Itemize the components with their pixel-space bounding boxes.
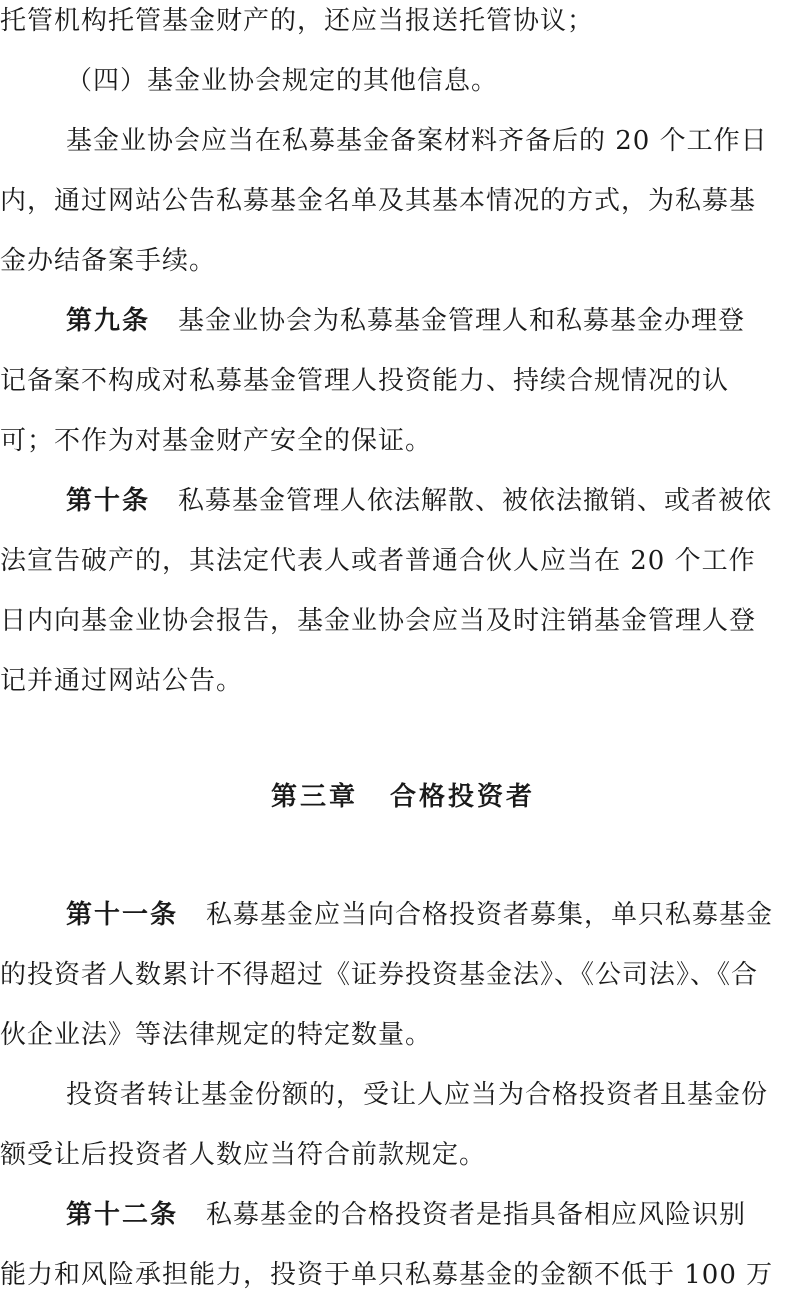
article-first-line <box>0 298 806 344</box>
text-line: 能力和风险承担能力，投资于单只私募基金的金额不低于 100 万 <box>0 1260 774 1290</box>
text-line: 投资者转让基金份额的，受让人应当为合格投资者且基金份 <box>66 1080 769 1110</box>
text-line: 法宣告破产的，其法定代表人或者普通合伙人应当在 20 个工作 <box>0 546 756 576</box>
article-first-line <box>0 892 806 938</box>
article-text: 私募基金应当向合格投资者募集，单只私募基金 <box>206 900 774 930</box>
text-line: 内，通过网站公告私募基金名单及其基本情况的方式，为私募基 <box>0 186 757 216</box>
chapter-heading <box>0 772 806 822</box>
article-text: 私募基金的合格投资者是指具备相应风险识别 <box>206 1200 747 1230</box>
article-label: 第十条 <box>66 486 151 516</box>
article-label: 第十一条 <box>66 900 179 930</box>
text-line: 托管机构托管基金财产的，还应当报送托管协议； <box>0 6 595 36</box>
article-first-line <box>0 478 806 524</box>
article-text: 基金业协会为私募基金管理人和私募基金办理登 <box>178 306 746 336</box>
text-line: 记并通过网站公告。 <box>0 666 244 696</box>
text-line: 额受让后投资者人数应当符合前款规定。 <box>0 1140 487 1170</box>
text-line: 伙企业法》等法律规定的特定数量。 <box>0 1020 433 1050</box>
text-line: 日内向基金业协会报告，基金业协会应当及时注销基金管理人登 <box>0 606 757 636</box>
chapter-title: 合格投资者 <box>390 782 536 812</box>
article-label: 第十二条 <box>66 1200 179 1230</box>
text-line: （四）基金业协会规定的其他信息。 <box>66 66 499 96</box>
text-line: 基金业协会应当在私募基金备案材料齐备后的 20 个工作日 <box>66 126 768 156</box>
chapter-number: 第三章 <box>270 782 358 812</box>
text-line: 记备案不构成对私募基金管理人投资能力、持续合规情况的认 <box>0 366 730 396</box>
article-text: 私募基金管理人依法解散、被依法撤销、或者被依 <box>178 486 773 516</box>
article-label: 第九条 <box>66 306 151 336</box>
article-first-line <box>0 1192 806 1238</box>
text-line: 可；不作为对基金财产安全的保证。 <box>0 426 433 456</box>
text-line: 金办结备案手续。 <box>0 246 217 276</box>
text-line: 的投资者人数累计不得超过《证券投资基金法》、《公司法》、《合 <box>0 960 759 990</box>
